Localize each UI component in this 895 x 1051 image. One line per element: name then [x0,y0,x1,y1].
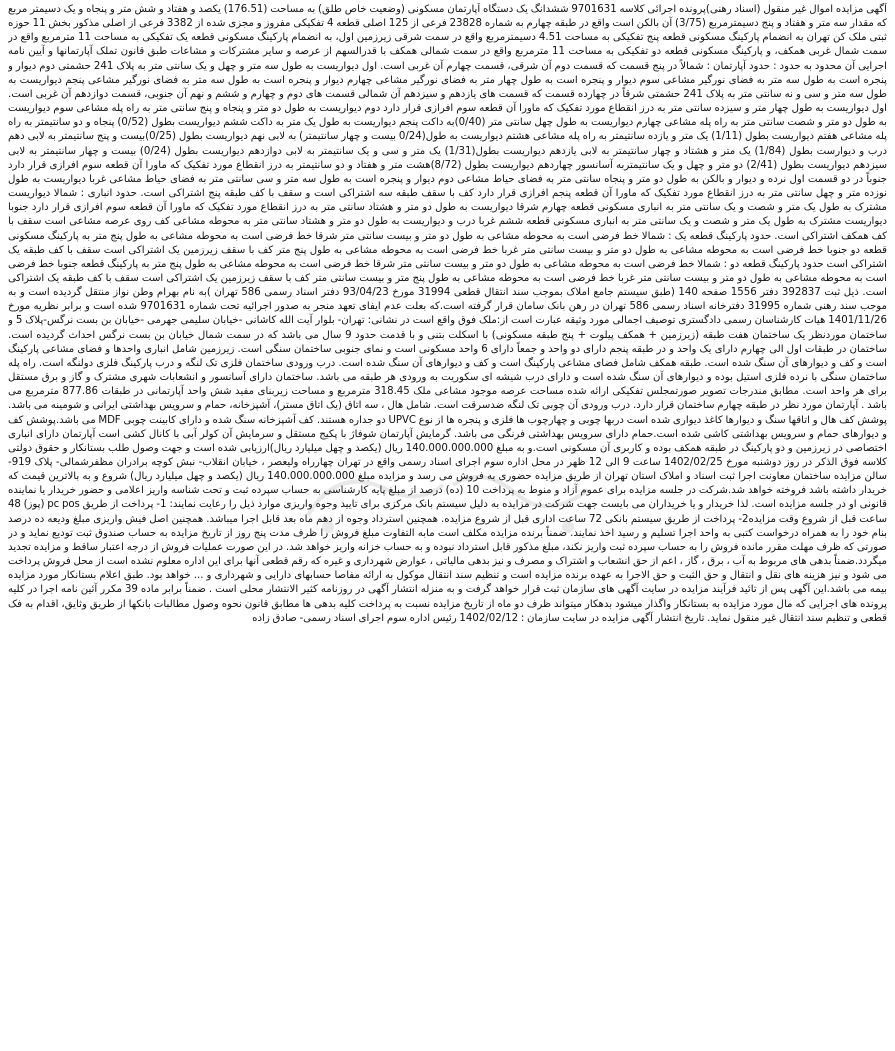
auction-notice [8,3,887,1047]
notice-body-text: آگهی مزایده اموال غیر منقول (اسناد رهنی)پرونده اجرائی کلاسه 9701631 ششدانگ یک دستگاه آپارتمان مسکونی (وضعیت خاص طلق) به مساحت (176.51) یکصد و هفتاد و شش متر و پنجاه و یک دسیمتر مربع که مقدار سه متر و هفتاد و پنج دسیمترمربع (3/75) آن بالکن است واقع در طبقه چهارم به شماره 23828 فرعی از 125 اصلی قطعه 4 تفکیکی مفروز و مجزی شده از 3382 فرعی از اصلی مذکور بخش 11 حوزه ثبتی ملک کن تهران به انضمام پارکینگ مسکونی قطعه پنج تفکیکی به مساحت 4.51 دسیمترمربع واقع در سمت شرقی زیرزمین اول، به انضمام پارکینگ مسکونی قطعه یک تفکیکی به مساحت 11 مترمربع واقع در سمت شمال غربی همکف، و پارکینگ مسکونی قطعه دو تفکیکی به مساحت 11 مترمربع واقع در سمت شمالی همکف با قدرالسهم از عرصه و سایر مشترکات و مشاعات طبق قانون تملک آپارتمانها و آیین نامه اجرایی آن محدود به حدود : حدود آپارتمان : شمالاً در پنج قسمت که قسمت دوم آن شرقی، قسمت چهارم آن غربی است. اول دیواریست به طول سه متر و چهل و یک سانتی متر به پلاک 241 حشمتی دوم دیوار و پنجره است به طول سه متر به فضای نورگیر مشاعی سوم دیوار و پنجره است به طول چهار متر به فضای نورگیر مشاعی چهارم دیوار و پنجره است به طول سه متر به فضای نورگیر مشاعی پنجم دیواریست به طول سه متر و سی و نه سانتی متر به پلاک 241 حشمتی شرقاً در چهارده قسمت که قسمت های یازدهم و سیزدهم آن شمالی قسمت های دوم و چهارم و ششم و نهم آن جنوبی، قسمت دوازدهم آن غربی است. اول دیواریست به طول چهار متر و سیزده سانتی متر به درز انقطاع مورد تفکیک که ماورا آن قطعه سوم افرازی قرار دارد دوم دیواریست به طول دو متر و پنجاه و پنج سانتی متر به راه پله مشاعی سوم دیواریست به طول دو متر و شصت سانتی متر به راه پله مشاعی چهارم دیواریست به طول چهل سانتی متر (0/40)به داکت پنجم دیواریست به طول یک متر به داکت ششم دیواریست بطول (0/52) پنجاه و دو سانتیمتر به راه پله مشاعی هفتم دیواریست بطول (1/11) یک متر و یازده سانتیمتر به راه پله مشاعی هشتم دیواریست به طول(0/24 بیست و چهار سانتیمتر) به لابی نهم دیواریست بطول (0/25)بیست و پنج سانتیمتر به لابی دهم درب و دیوارست بطول (1/84) یک متر و هشتاد و چهار سانتیمتر به لابی یازدهم دیواریست بطول(1/31) یک متر و سی و یک سانتیمتر به لابی دوازدهم دیواریست بطول (0/24) بیست و چهار سانتیمتر به لابی سیزدهم دیواریست بطول (2/41) دو متر و چهل و یک سانتیمتربه آسانسور چهاردهم دیواریست بطول (8/72)هشت متر و هفتاد و دو سانتیمتر به درز انقطاع مورد تفکیک که ماورا آن قطعه سوم افرازی قرار دارد جنوباً در دو قسمت اول نرده و دیوار و بالکن به طول دو متر و پنجاه سانتی متر به فضای حیاط مشاعی دوم دیوار و پنجره است به طول سه متر و سی سانتی متر به فضای حیاط مشاعی غربا دیواریست به طول نوزده متر و چهل سانتی متر به درز انقطاع مورد تفکیک که ماورا آن قطعه پنجم افرازی قرار دارد کف با سقف طبقه سه اشتراکی است و سقف با کف طبقه پنج اشتراکی است. حدود انباری : شمالا دیواریست مشترک به طول یک متر و شصت و یک سانتی متر به انباری مسکونی قطعه چهارم شرقا دیواریست به طول دو متر و هشتاد سانتی متر به درز انقطاع مورد تفکیک که ماورا آن قطعه سوم افرازی قرار دارد جنوبا دیواریست مشترک به طول یک متر و شصت و یک سانتی متر به انباری مسکونی قطعه ششم غربا درب و دیواریست به طول دو متر و هشتاد سانتی متر به محوطه مشاعی کف روی عرصه مشاعی است سقف با کف همکف اشتراکی است. حدود پارکینگ قطعه یک : شمالا خط فرضی است به محوطه مشاعی به طول دو متر و بیست سانتی متر شرقا خط فرضی است به محوطه مشاعی به طول پنج متر به پارکینگ مسکونی قطعه دو جنوبا خط فرضی است به محوطه مشاعی به طول دو متر و بیست سانتی متر غربا خط فرضی است به محوطه مشاعی به طول پنج متر کف با سقف زیرزمین یک اشتراکی است سقف با کف طبقه یک اشتراکی است حدود پارکینگ قطعه دو : شمالا خط فرضی است به محوطه مشاعی به طول دو متر و بیست سانتی متر شرقا خط فرضی است به محوطه مشاعی به طول پنج متر به پارکینگ قطعه جنوبا خط فرضی است به محوطه مشاعی به طول دو متر و بیست سانتی متر غربا خط فرضی است به محوطه مشاعی به طول پنج متر و بیست سانتی متر کف با سقف زیرزمین یک اشتراکی است سقف با کف طبقه یک اشتراکی است. ذیل ثبت 392837 دفتر 1556 صفحه 140 (طبق سیستم جامع املاک بموجب سند انتقال قطعی 31994 مورخ 93/04/23 دفتر اسناد رسمی 586 تهران )به نام بهرام وطن نواز منتقل گردیده است و به موجب سند رهنی شماره 31995 دفترخانه اسناد رسمی 586 تهران در رهن بانک سامان قرار گرفته است.که بعلت عدم ایفای تعهد منجر به صدور اجرائیه تحت شماره 9701631 شده است و برابر نظریه مورخ 1401/11/26 هیات کارشناسان رسمی دادگستری توصیف اجمالی مورد وثیقه عبارت است از:ملک فوق واقع است در نشانی: تهران- بلوار آیت الله کاشانی -خیابان سلیمی جهرمی -خیابان بن بست نرگس-پلاک 5 و ساختمان موردنظر یک ساختمان هفت طبقه (زیرزمین + همکف پیلوت + پنج طبقه مسکونی) با اسکلت بتنی و با قدمت حدود 9 سال می باشد که در سمت شمال خیابان بن بست نرگس احداث گردیده است. ساختمان در طبقات اول الی چهارم دارای یک واحد و در طبقه پنجم دارای دو واحد و جمعاً دارای 6 واحد مسکونی است و نمای جنوبی ساختمان سنگی است. زیرزمین شامل انباری واحدها و فضای مشاعی پارکینگ است و کف و دیوارهای آن سنگ شده است. طبقه همکف شامل فضای مشاعی پارکینگ است و کف و دیوارهای آن سنگ شده است. درب ورودی ساختمان فلزی تک لنگه و درب پارکینگ فلزی دولنگه است. راه پله ساختمان سنگی با نرده فلزی استیل بوده و دیوارهای آن سنگ شده است و دارای درب شیشه ای سکوریت به ورودی هر طبقه می باشد. ساختمان دارای آسانسور و انشعابات شهری مشترک و گاز و برق مستقل برای هر واحد است. مطابق مندرجات تصویر صورتمجلس تفکیکی ارائه شده مساحت عرصه موجود مشاعی ملک 318.45 مترمربع و مساحت زیربنای مفید شش واحد آپارتمانی در طبقات 877.86 مترمربع می باشد . آپارتمان مورد نظر در طبقه چهارم ساختمان قرار دارد. درب ورودی آن چوبی تک لنگه ضدسرقت است. شامل هال ، سه اتاق (یک اتاق مستر)، آشپزخانه، حمام و سرویس بهداشتی ایرانی و شومینه می باشد. پوشش کف هال و اتاقها سنگ و دیوارها کاغذ دیواری شده است دربها چوبی و چهارچوب ها فلزی و پنجره ها از نوع UPVC دو جداره هستند. کف آشپزخانه سنگ شده و دارای کابینت چوبی MDF می باشد.پوشش کف و دیوارهای حمام و سرویس بهداشتی کاشی شده است.حمام دارای سرویس بهداشتی فرنگی می باشد. گرمایش آپارتمان شوفاژ با پکیج مستقل و سرمایش آن کولر آبی با کانال کشی است آپارتمان دارای انباری اختصاصی در زیرزمین و دو پارکینگ در طبقه همکف بوده و کاربری آن مسکونی است.و به مبلغ 140.000.000.000 ریال (یکصد و چهل میلیارد ریال)ارزیابی شده است و جهت وصول طلب بستانکار و حقوق دولتی کلاسه فوق الذکر در روز دوشنبه مورخ 1402/02/25 ساعت 9 الی 12 ظهر در محل اداره سوم اجرای اسناد رسمی واقع در تهران چهارراه ولیعصر ، خیابان انقلاب- نبش کوچه برادران مظفرشمالی- پلاک 919-سالن مزایده ساختمان معاونت اجرا ثبت اسناد و املاک استان تهران از طریق مزایده حضوری به فروش می رسد و مزایده مبلغ 140.000.000.000 ریال (یکصد و چهل میلیارد ریال) شروع و به بالاترین قیمت که خریدار داشته باشد فروخته خواهد شد.شرکت در جلسه مزایده برای عموم آزاد و منوط به پرداخت 10 (ده) درصد از مبلغ پایه کارشناسی به حساب سپرده ثبت و تحت شناسه واریز اعلامی و حضور خریدار یا نماینده قانونی او در جلسه مزایده است. لذا خریدار و یا خریداران می بایست جهت شرکت در مزایده به دلیل سیستم بانک مرکزی برای تایید وجوه واریزی موارد ذیل را رعایت نمایند: 1- پرداخت از طریق pc pos (پوز) 48 ساعت قبل از شروع وقت مزایده2- پرداخت از طریق سیستم بانکی 72 ساعت اداری قبل از شروع مزایده. همچنین استرداد وجوه از دهم ماه بعد قابل اجرا میباشد. همچنین اصل فیش واریزی مبلغ ودیعه ده درصد بنام خود را به همراه درخواست کتبی به واحد اجرا تسلیم و رسید اخذ نمایند. ضمناً برنده مزایده مکلف است مابه التفاوت مبلغ فروش را ظرف مدت پنج روز از تاریخ مزایده به حساب صندوق ثبت تودیع نماید و در صورتی که ظرف مهلت مقرر مانده فروش را به حساب سپرده ثبت واریز نکند، مبلغ مذکور قابل استرداد نبوده و به حساب خزانه واریز خواهد شد. در این صورت عملیات فروش از درجه اعتبار ساقط و مزایده تجدید میگردد.ضمناً بدهی های مربوط به آب ، برق ، گاز ، اعم از حق انشعاب و اشتراک و مصرف و نیز بدهی مالیاتی ، عوارض شهرداری و غیره که رقم قطعی آنها برای این اداره معلوم نشده است از محل فروش پرداخت می شود و نیز هزینه های نقل و انتقال و حق الثبت و حق الاجرا به عهده برنده مزایده است و تنظیم سند انتقال موکول به ارائه مفاصا حسابهای دارایی و شهرداری و ... خواهد بود. طبق اعلام بستانکار مورد مزایده بیمه می باشد.این آگهی پس از تائید فرآیند مزایده در سایت آگهی های سازمان ثبت قرار خواهد گرفت و به منزله انتشار آگهی در روزنامه کثیر الانتشار محلی است . ضمناً برابر ماده 39 مکرر آئین نامه اجرا در کلیه پرونده های اجرایی که مال مورد مزایده به بستانکار واگذار میشود بدهکار میتواند ظرف دو ماه از تاریخ مزایده نسبت به پرداخت کلیه بدهی ها مطابق قانون نحوه وصول مطالبات بانکها از طریق وثایق، اقدام به فک قطعی و تنظیم سند انتقال غیر منقول نماید. تاریخ انتشار آگهی مزایده در سایت سازمان : 1402/02/12 رئیس اداره سوم اجرای اسناد رسمی- صادق زاده [8,4,887,624]
